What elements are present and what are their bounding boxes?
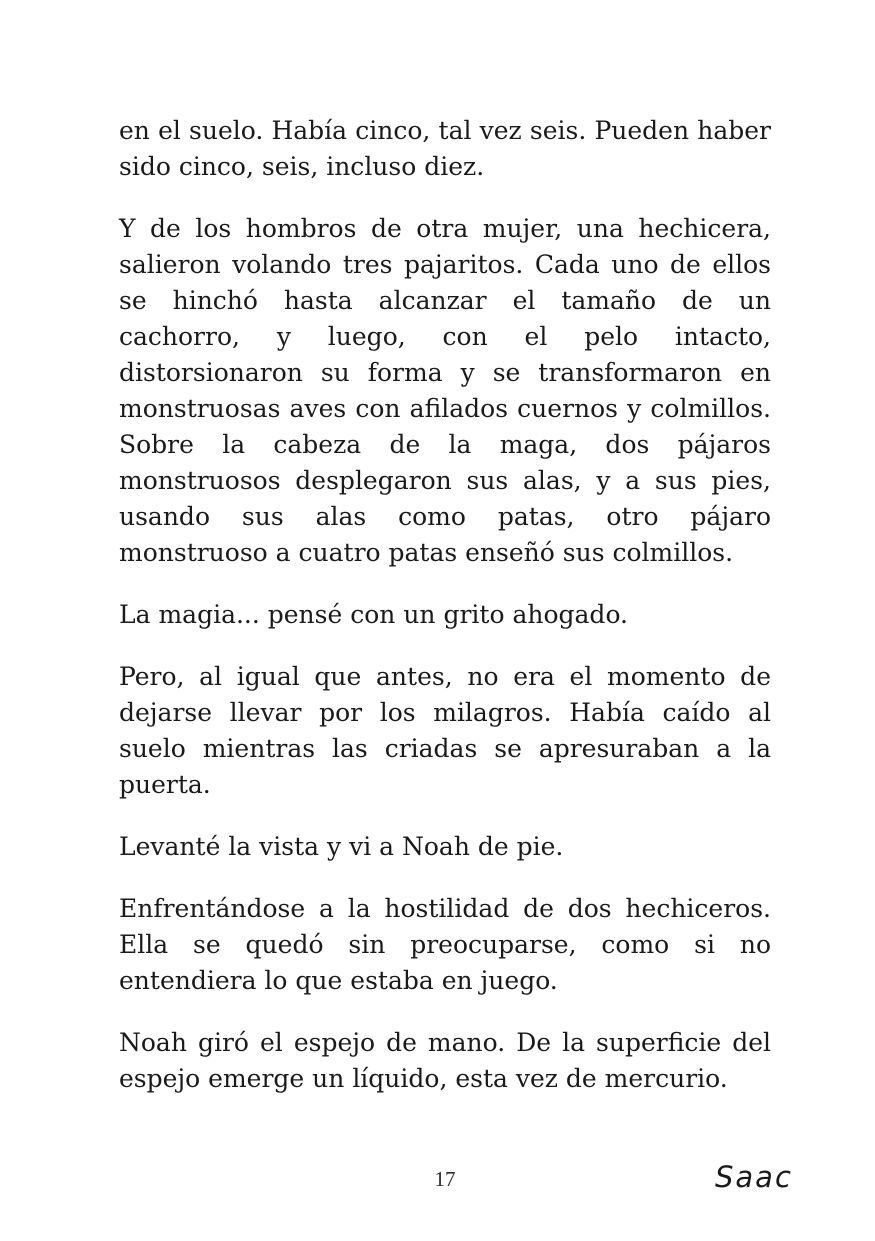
body-text [119,113,771,1123]
paragraph: Levanté la vista y vi a Noah de pie. [119,832,564,861]
paragraph: Noah giró el espejo de mano. De la superficie del espejo emerge un líquido, esta vez de mercurio. [119,1028,771,1093]
page-number: 17 [434,1167,456,1191]
paragraph: en el suelo. Había cinco, tal vez seis. Pueden haber sido cinco, seis, incluso diez. [119,116,771,181]
signature: Saac [715,1160,793,1194]
paragraph: La magia... pensé con un grito ahogado. [119,600,628,629]
paragraph: Pero, al igual que antes, no era el momento de dejarse llevar por los milagros. Había caído al suelo mientras las criadas se apresuraban a la puerta. [119,662,771,799]
paragraph: Enfrentándose a la hostilidad de dos hechiceros. Ella se quedó sin preocuparse, como si no entendiera lo que estaba en juego. [119,894,771,995]
paragraph: Y de los hombros de otra mujer, una hechicera, salieron volando tres pajaritos. Cada uno de ellos se hinchó hasta alcanzar el tamaño de un cachorro, y luego, con el pelo intacto, distorsionaron su forma y se transformaron en monstruosas aves con afilados cuernos y colmillos. Sobre la cabeza de la maga, dos pájaros monstruosos desplegaron sus alas, y a sus pies, usando sus alas como patas, otro pájaro monstruoso a cuatro patas enseñó sus colmillos. [119,214,771,567]
